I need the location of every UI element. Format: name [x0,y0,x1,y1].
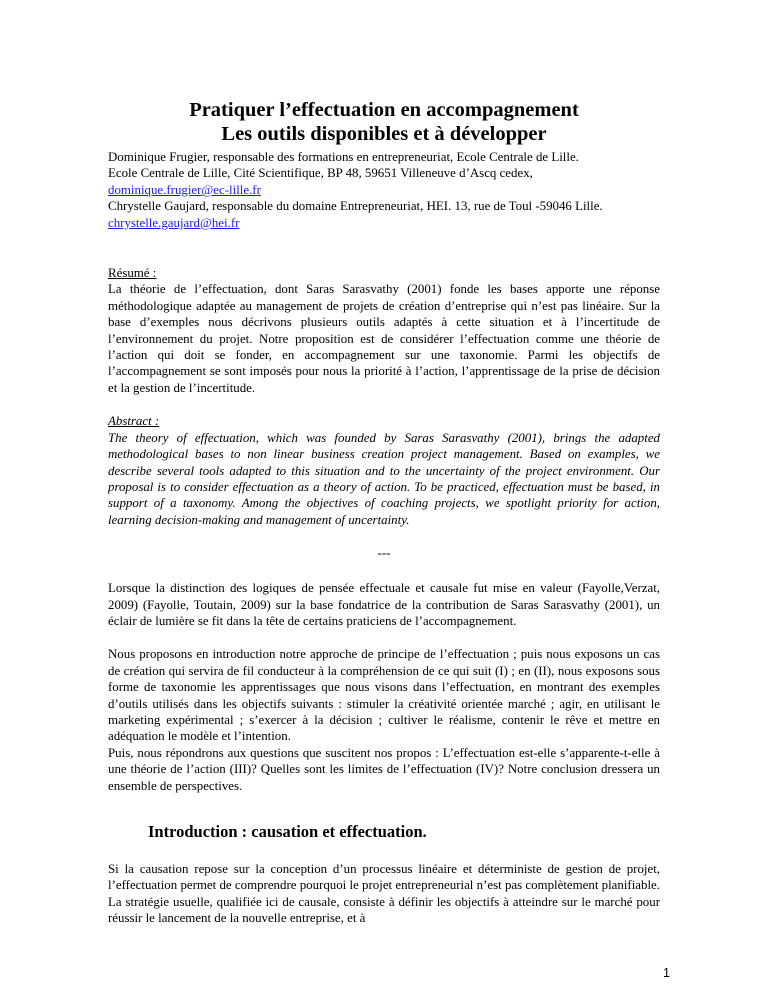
section-paragraph-1: Si la causation repose sur la conception d’un processus linéaire et déterministe de gestion de projet, l’effectuation permet de comprendre pourquoi le projet entrepreneurial n’est pas complètement planifiable. La stratégie usuelle, qualifiée ici de causale, consiste à définir les objectifs à atteindre sur le marché pour réussir le lancement de la nouvelle entreprise, et à [108,862,660,926]
title-line-2: Les outils disponibles et à développer [221,123,547,145]
abstract-label: Abstract : [108,414,160,429]
author1-affiliation: Dominique Frugier, responsable des formations en entrepreneuriat, Ecole Centrale de Lille. [108,150,579,164]
author1-address: Ecole Centrale de Lille, Cité Scientifique, BP 48, 59651 Villeneuve d’Ascq cedex, [108,166,533,181]
author1-email-link[interactable]: dominique.frugier@ec-lille.fr [108,182,261,197]
page-number: 1 [663,966,670,980]
separator: --- [377,546,391,561]
author2-email-link[interactable]: chrystelle.gaujard@hei.fr [108,215,240,230]
resume-text: La théorie de l’effectuation, dont Saras Sarasvathy (2001) fonde les bases apporte une réponse méthodologique adaptée au management de projets de création d’entreprise qui n’est pas linéaire. Sur la base d’exemples nous décrivons plusieurs outils adaptés à cette situation et à l’incertitude de l’environnement du projet. Notre proposition est de considérer l’effectuation comme une théorie de l’action qui doit se fonder, en accompagnement sur une taxonomie. Parmi les objectifs de l’accompagnement se sont imposés pour nous la priorité à l’action, l’apprentissage de la prise de décision et la gestion de l’incertitude. [108,282,660,395]
body-paragraph-3: Puis, nous répondrons aux questions que suscitent nos propos : L’effectuation est-elle s’apparente-t-elle à une théorie de l’action (III)? Quelles sont les limites de l’effectuation (IV)? Notre conclusion dressera un ensemble de perspectives. [108,745,660,793]
resume-section [108,265,660,396]
authors-block [108,149,660,231]
page [108,0,660,927]
resume-label: Résumé : [108,266,157,281]
body-paragraph-1: Lorsque la distinction des logiques de pensée effectuale et causale fut mise en valeur (Fayolle,Verzat, 2009) (Fayolle, Toutain, 2009) sur la base fondatrice de la contribution de Saras Sarasvathy (2001), un éclair de lumière se fit dans la tête de certains praticiens de l’accompagnement. [108,581,660,628]
author2-affiliation: Chrystelle Gaujard, responsable du domaine Entrepreneuriat, HEI. 13, rue de Toul -59046 Lille. [108,199,603,214]
section-heading-introduction: Introduction : causation et effectuation. [148,822,427,841]
body-paragraph-2: Nous proposons en introduction notre approche de principe de l’effectuation ; puis nous exposons un cas de création qui servira de fil conducteur à la compréhension de ce qui suit (I) ; en (II), nous exposons sous forme de taxonomie les apprentissages que nous visons dans l’effectuation, en montrant des exemples d’outils utilisés dans les objectifs suivants : stimuler la créativité orientée marché ; agir, en utilisant le marketing expérimental ; s’exercer à la décision ; cultiver le réalisme, contenir le rêve et mettre en adéquation le modèle et l’intention. [108,647,660,744]
title-line-1: Pratiquer l’effectuation en accompagnement [189,99,579,121]
abstract-text: The theory of effectuation, which was founded by Saras Sarasvathy (2001), brings the adapted methodological bases to non linear business creation project management. Based on examples, we describe several tools adapted to this situation and to the uncertainty of the project environment. Our proposal is to consider effectuation as a theory of action. To be practiced, effectuation must be based, in support of a taxonomy. Among the objectives of coaching projects, we spotlight priority for action, learning decision-making and management of uncertainty. [108,430,660,527]
paper-title [108,98,660,146]
abstract-section [108,413,660,528]
